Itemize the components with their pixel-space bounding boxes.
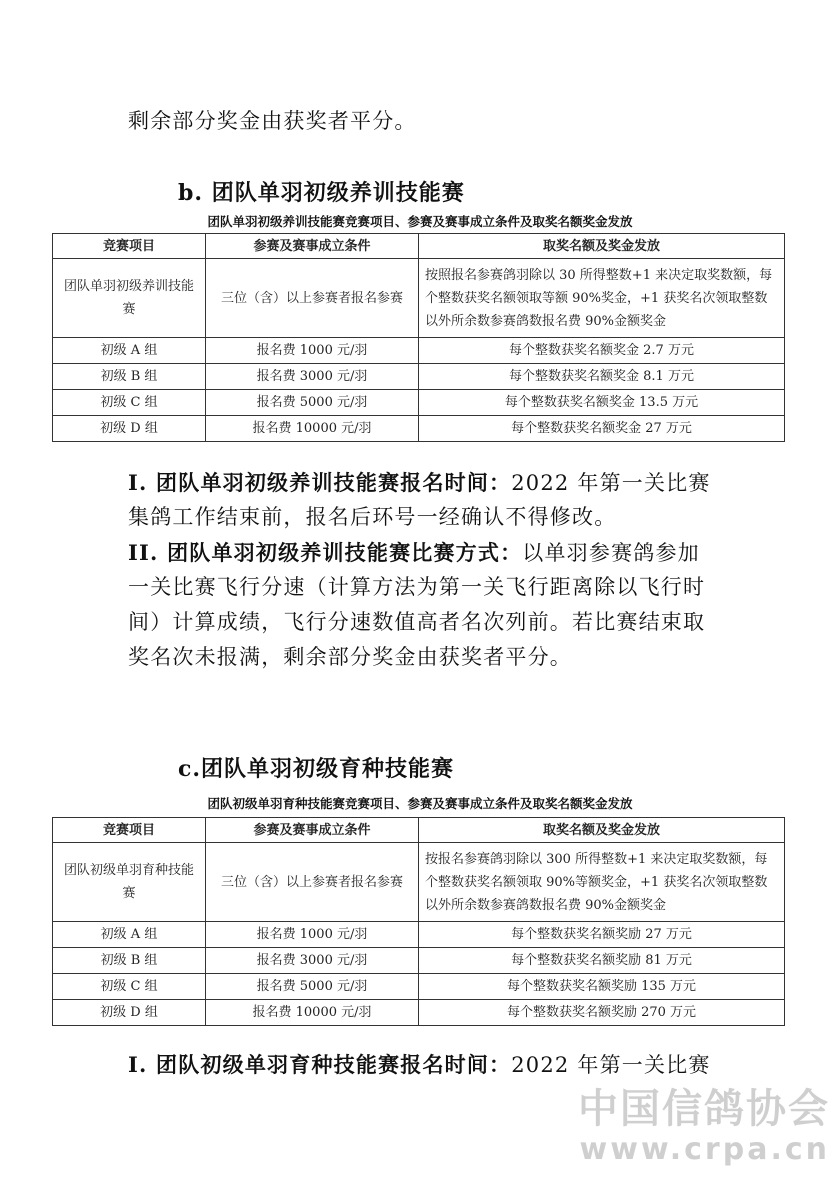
- table-cell: 报名费 10000 元/羽: [206, 1000, 419, 1026]
- section-b-para-2-line-1: [128, 535, 700, 571]
- table-cell: 初级 C 组: [53, 974, 206, 1000]
- watermark-name: 中国信鸽协会: [578, 1086, 830, 1132]
- table-cell: 团队单羽初级养训技能赛: [53, 259, 206, 338]
- para-label: I. 团队单羽初级养训技能赛报名时间：: [128, 470, 512, 495]
- table-cell: 三位（含）以上参赛者报名参赛: [206, 259, 419, 338]
- table-cell: 每个整数获奖名额奖金 13.5 万元: [419, 390, 785, 416]
- table-cell: 报名费 5000 元/羽: [206, 390, 419, 416]
- table-cell: 报名费 1000 元/羽: [206, 338, 419, 364]
- table-cell: 每个整数获奖名额奖励 81 万元: [419, 948, 785, 974]
- table-cell: 每个整数获奖名额奖励 27 万元: [419, 922, 785, 948]
- table-cell: 按报名参赛鸽羽除以 300 所得整数+1 来决定取奖数额，每个整数获奖名额领取 90%等额奖金，+1 获奖名次领取整数以外所余数参赛鸽数报名费 90%金额奖金: [419, 843, 785, 922]
- table-row: [53, 922, 785, 948]
- section-b-para-2-line-2: 一关比赛飞行分速（计算方法为第一关飞行距离除以飞行时: [128, 575, 706, 599]
- para-label: I. 团队初级单羽育种技能赛报名时间：: [128, 1052, 512, 1077]
- section-b-table-caption: 团队单羽初级养训技能赛竞赛项目、参赛及赛事成立条件及取奖名额奖金发放: [207, 214, 633, 229]
- header-cell: 竞赛项目: [53, 234, 206, 259]
- table-cell: 报名费 3000 元/羽: [206, 948, 419, 974]
- table-cell: 报名费 3000 元/羽: [206, 364, 419, 390]
- table-cell: 团队初级单羽育种技能赛: [53, 843, 206, 922]
- continuation-line: 剩余部分奖金由获奖者平分。: [128, 109, 417, 133]
- section-b-para-2-line-3: 间）计算成绩，飞行分速数值高者名次列前。若比赛结束取: [128, 610, 706, 634]
- table-row: [53, 390, 785, 416]
- watermark: [578, 1077, 830, 1167]
- table-cell: 报名费 5000 元/羽: [206, 974, 419, 1000]
- header-cell: 参赛及赛事成立条件: [206, 234, 419, 259]
- table-cell: 初级 A 组: [53, 338, 206, 364]
- table-row: [53, 259, 785, 338]
- section-b-para-1-line-1: [128, 465, 711, 501]
- table-cell: 按照报名参赛鸽羽除以 30 所得整数+1 来决定取奖数额，每个整数获奖名额领取等额 90%奖金，+1 获奖名次领取整数以外所余数参赛鸽数报名费 90%金额奖金: [419, 259, 785, 338]
- table-cell: 初级 B 组: [53, 948, 206, 974]
- table-header-row: [53, 234, 785, 259]
- table-row: [53, 948, 785, 974]
- para-text: 以单羽参赛鸽参加: [522, 541, 700, 565]
- table-cell: 初级 D 组: [53, 1000, 206, 1026]
- header-cell: 取奖名额及奖金发放: [419, 234, 785, 259]
- section-b-heading: b. 团队单羽初级养训技能赛: [178, 180, 465, 206]
- table-cell: 每个整数获奖名额奖励 135 万元: [419, 974, 785, 1000]
- section-b-para-2-line-4: 奖名次未报满，剩余部分奖金由获奖者平分。: [128, 645, 572, 669]
- para-text: 2022 年第一关比赛: [511, 471, 711, 495]
- table-cell: 初级 D 组: [53, 416, 206, 442]
- table-cell: 每个整数获奖名额奖金 2.7 万元: [419, 338, 785, 364]
- table-row: [53, 843, 785, 922]
- table-row: [53, 974, 785, 1000]
- table-row: [53, 338, 785, 364]
- table-cell: 每个整数获奖名额奖励 270 万元: [419, 1000, 785, 1026]
- section-c-table-caption: 团队初级单羽育种技能赛竞赛项目、参赛及赛事成立条件及取奖名额奖金发放: [207, 796, 633, 811]
- section-c-heading: c.团队单羽初级育种技能赛: [178, 756, 455, 782]
- table-cell: 初级 C 组: [53, 390, 206, 416]
- table-cell: 三位（含）以上参赛者报名参赛: [206, 843, 419, 922]
- watermark-url: www.crpa.cn: [579, 1132, 830, 1167]
- para-text: 2022 年第一关比赛: [511, 1053, 711, 1077]
- table-row: [53, 416, 785, 442]
- table-cell: 初级 A 组: [53, 922, 206, 948]
- table-cell: 报名费 10000 元/羽: [206, 416, 419, 442]
- table-cell: 每个整数获奖名额奖金 8.1 万元: [419, 364, 785, 390]
- table-row: [53, 364, 785, 390]
- section-b-para-1-line-2: 集鸽工作结束前，报名后环号一经确认不得修改。: [128, 505, 617, 529]
- table-cell: 报名费 1000 元/羽: [206, 922, 419, 948]
- table-header-row: [53, 818, 785, 843]
- header-cell: 参赛及赛事成立条件: [206, 818, 419, 843]
- table-row: [53, 1000, 785, 1026]
- header-cell: 取奖名额及奖金发放: [419, 818, 785, 843]
- section-b-table: [52, 233, 785, 442]
- table-cell: 初级 B 组: [53, 364, 206, 390]
- para-label: II. 团队单羽初级养训技能赛比赛方式：: [128, 540, 523, 565]
- section-c-table: [52, 817, 785, 1026]
- header-cell: 竞赛项目: [53, 818, 206, 843]
- table-cell: 每个整数获奖名额奖金 27 万元: [419, 416, 785, 442]
